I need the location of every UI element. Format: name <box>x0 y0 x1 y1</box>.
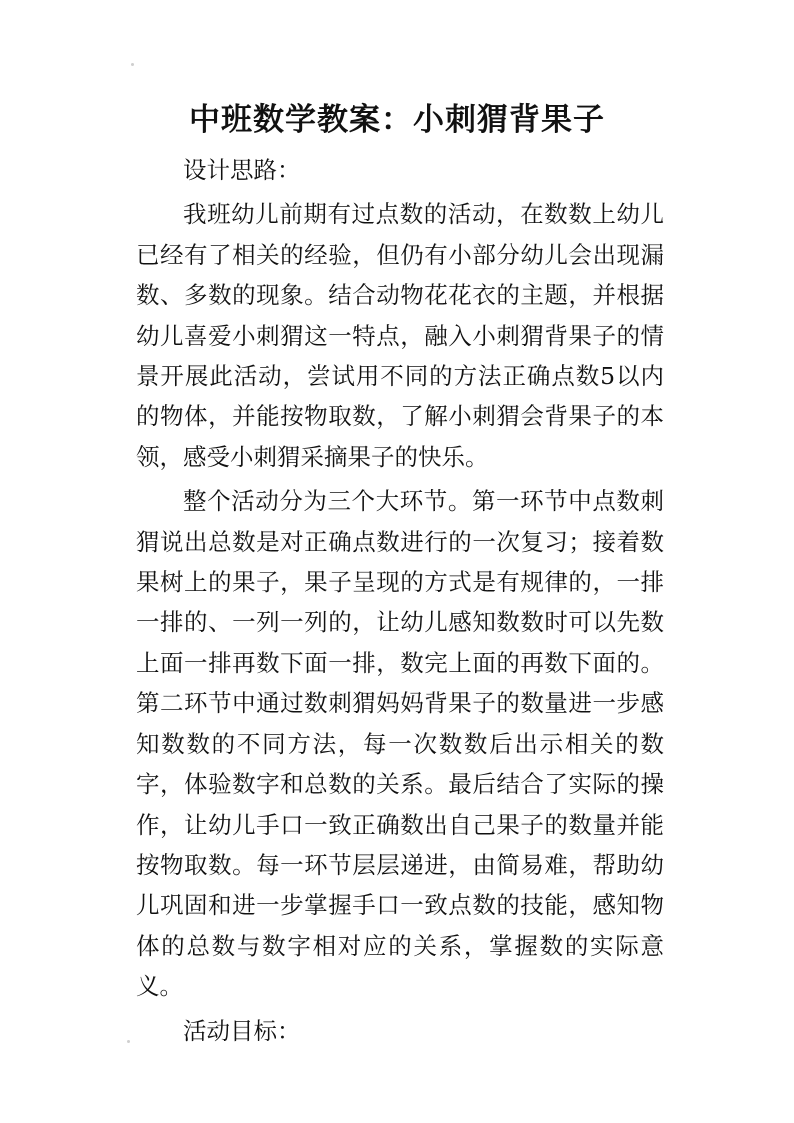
section-heading-design-idea: 设计思路： <box>183 156 301 184</box>
document-title: 中班数学教案：小刺猬背果子 <box>189 102 605 138</box>
body-paragraph: 我班幼儿前期有过点数的活动，在数数上幼儿已经有了相关的经验，但仍有小部分幼儿会出现漏数、多数的现象。结合动物花花衣的主题，并根据幼儿喜爱小刺猬这一特点，融入小刺猬背果子的情景开展此活动，尝试用不同的方法正确点数5以内的物体，并能按物取数，了解小刺猬会背果子的本领，感受小刺猬采摘果子的快乐。 <box>136 200 664 471</box>
scan-speck <box>131 63 134 66</box>
document-body <box>136 150 664 1051</box>
scan-speck <box>127 1040 130 1043</box>
section-heading-activity-goals: 活动目标： <box>183 1016 301 1045</box>
body-paragraph: 整个活动分为三个大环节。第一环节中点数刺猬说出总数是对正确点数进行的一次复习；接着数果树上的果子，果子呈现的方式是有规律的，一排一排的、一列一列的，让幼儿感知数数时可以先数上面一排再数下面一排，数完上面的再数下面的。第二环节中通过数刺猬妈妈背果子的数量进一步感知数数的不同方法，每一次数数后出示相关的数字，体验数字和总数的关系。最后结合了实际的操作，让幼儿手口一致正确数出自己果子的数量并能按物取数。每一环节层层递进，由简易难，帮助幼儿巩固和进一步掌握手口一致点数的技能，感知物体的总数与数字相对应的关系，掌握数的实际意义。 <box>136 487 664 1001</box>
